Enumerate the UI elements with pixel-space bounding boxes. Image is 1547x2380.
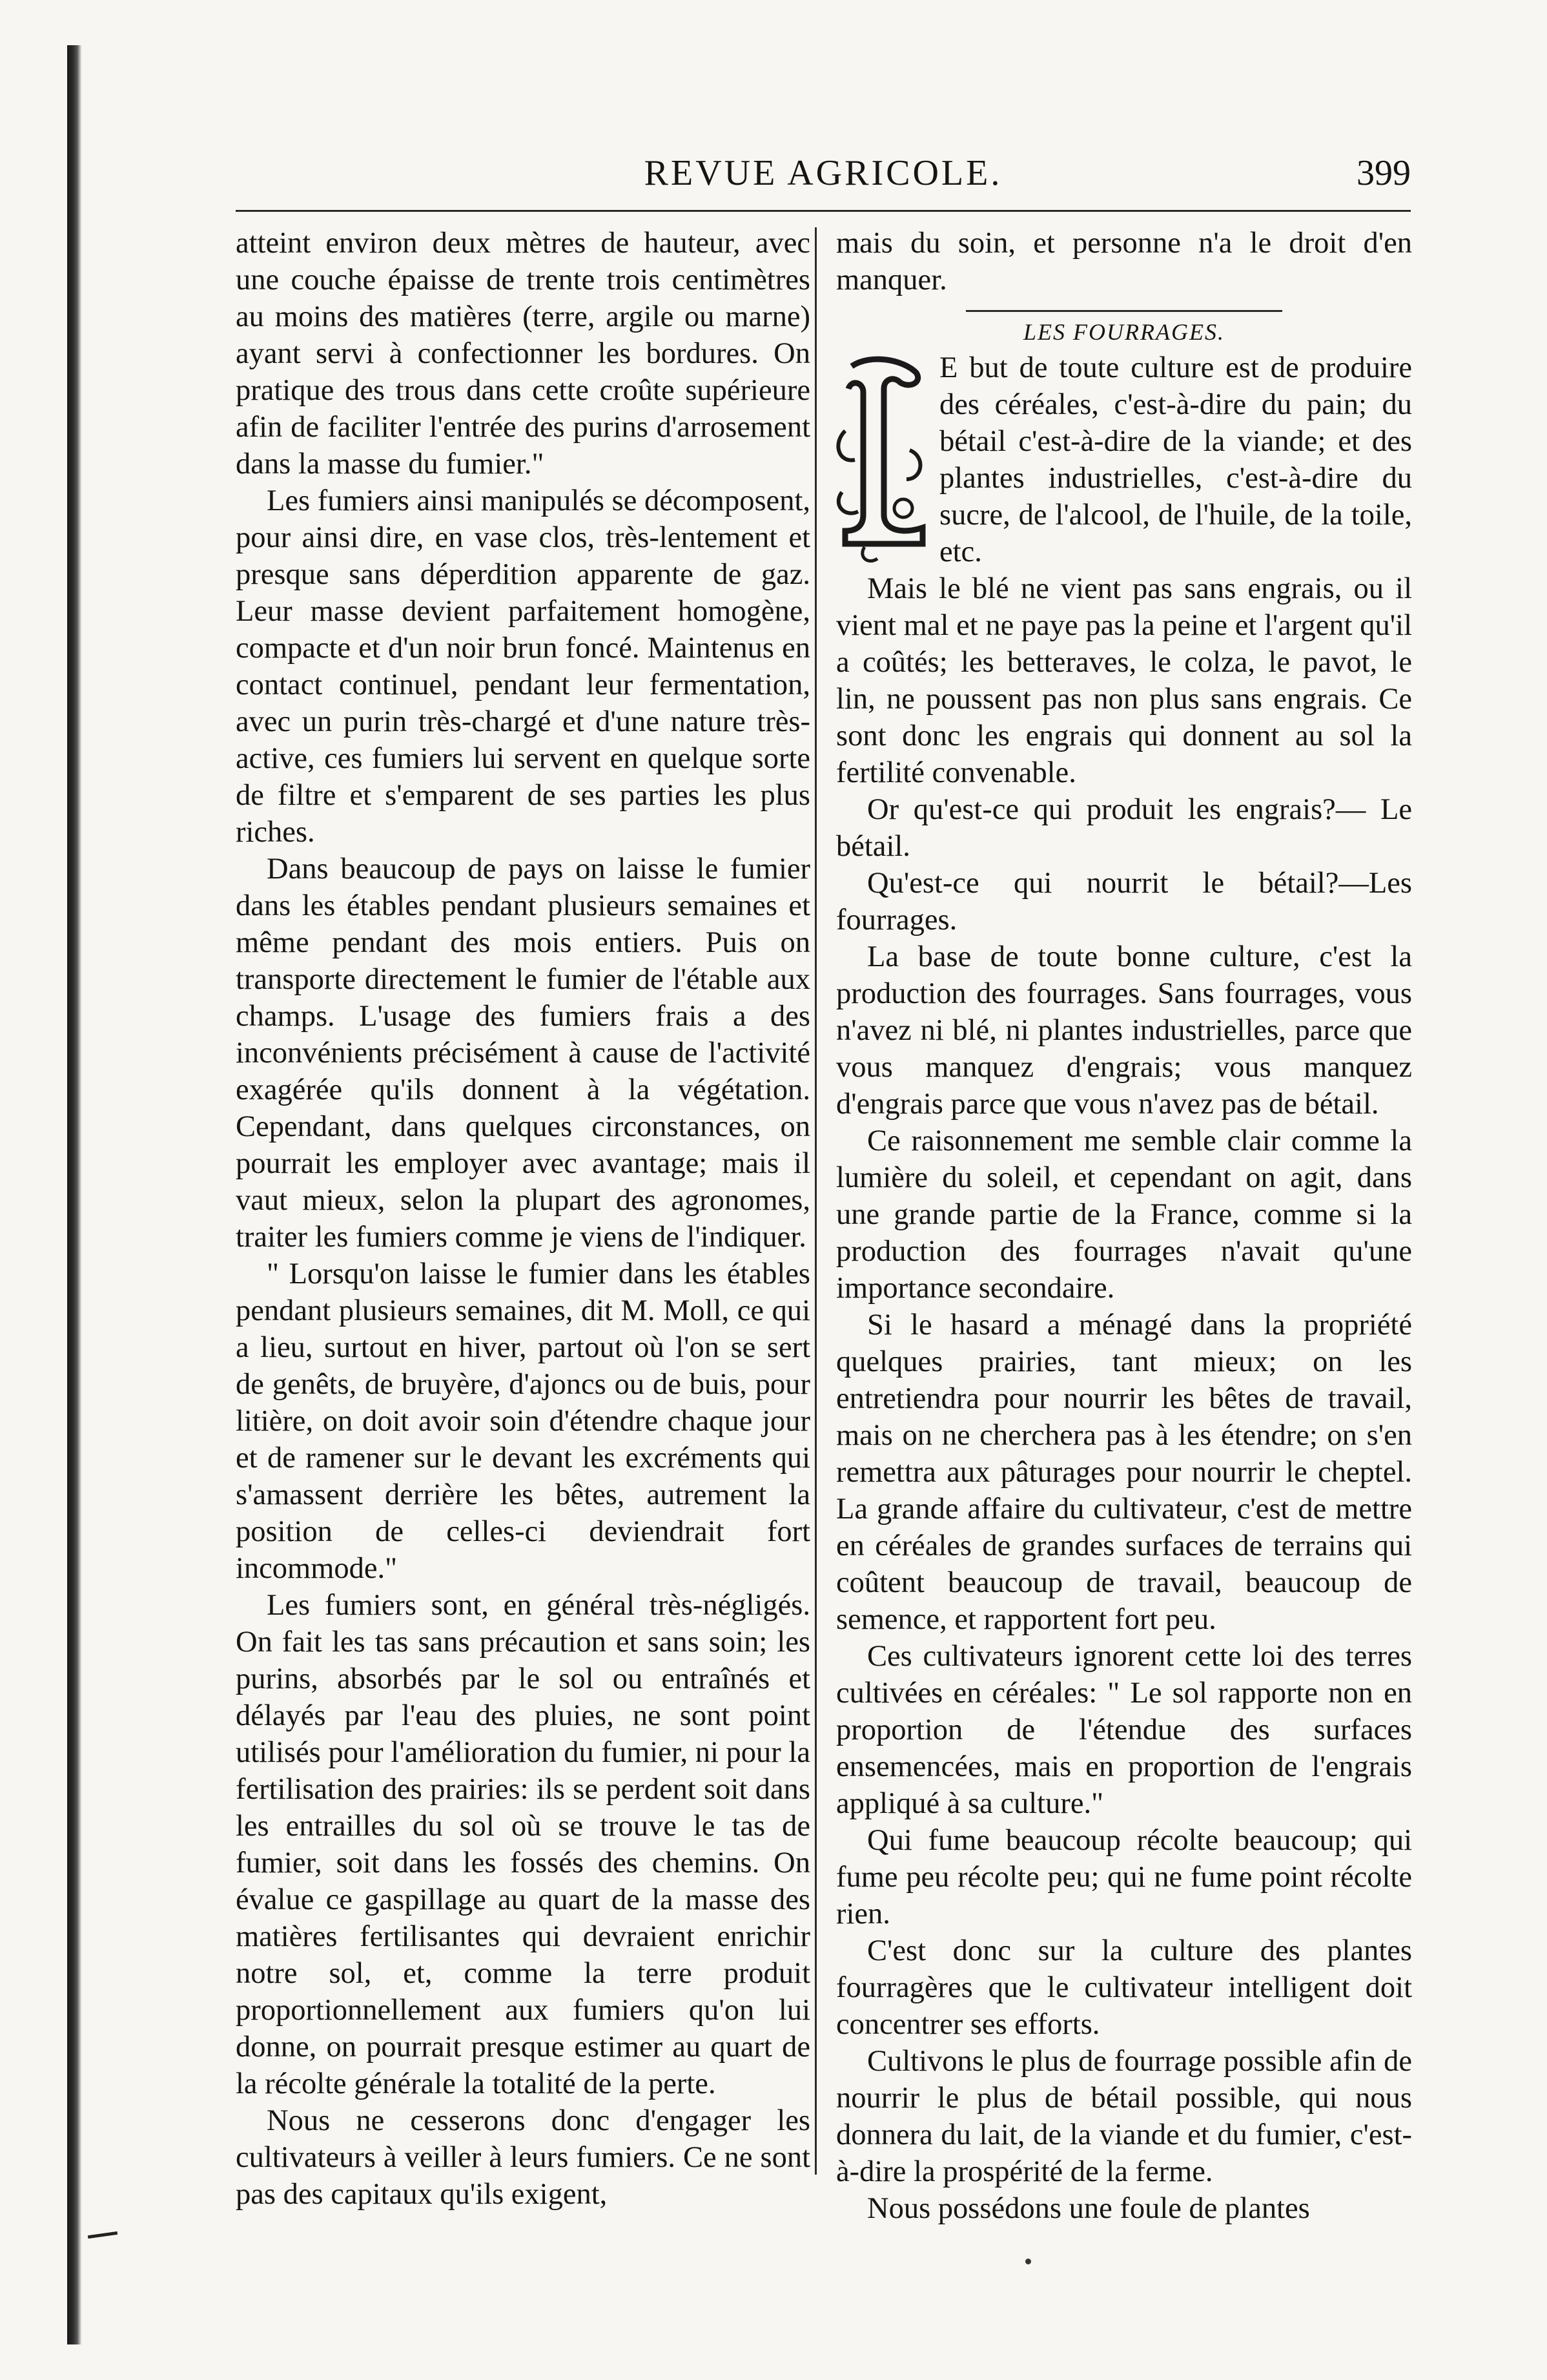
section-title: LES FOURRAGES. [1023,319,1225,345]
header-rule [236,210,1411,212]
paragraph: Cultivons le plus de fourrage possible afin de nourrir le plus de bétail possible, qui nous donnera du lait, de la viande et du fumier, c'est-à-dire la prospérité de la ferme. [836,2045,1412,2188]
dropcap-ornament-icon [832,353,929,566]
paragraph: Les fumiers ainsi manipulés se décomposent, pour ainsi dire, en vase clos, très-lentement et presque sans déperdition apparente de gaz. Leur masse devient parfaitement homogène, compacte et d'un noir brun foncé. Maintenus en contact continuel, pendant leur fermentation, avec un purin très-chargé et d'une nature très-active, ces fumiers lui servent en quelque sorte de filtre et s'emparent de ses parties les plus riches. [236,484,810,849]
paragraph: " Lorsqu'on laisse le fumier dans les étables pendant plusieurs semaines, dit M. Moll, ce qui a lieu, surtout en hiver, partout où l'on se sert de genêts, de bruyère, d'ajoncs ou de buis, pour litière, on doit avoir soin d'étendre chaque jour et de ramener sur le devant les excréments qui s'amassent derrière les bêtes, autrement la position de celles-ci deviendrait fort incommode." [236,1257,810,1585]
paragraph: mais du soin, et personne n'a le droit d'en manquer. [836,227,1412,296]
paragraph: Nous ne cesserons donc d'engager les cultivateurs à veiller à leurs fumiers. Ce ne sont pas des capitaux qu'ils exigent, [236,2104,810,2211]
paragraph: Or qu'est-ce qui produit les engrais?— Le bétail. [836,793,1412,863]
paragraph: Mais le blé ne vient pas sans engrais, ou il vient mal et ne paye pas la peine et l'argent qu'il a coûtés; les betteraves, le colza, le pavot, le lin, ne poussent pas non plus sans engrais. Ce sont donc les engrais qui donnent au sol la fertilité convenable. [836,572,1412,789]
paragraph: Dans beaucoup de pays on laisse le fumier dans les étables pendant plusieurs semaines et même pendant des mois entiers. Puis on transporte directement le fumier de l'étable aux champs. L'usage des fumiers frais a des inconvénients précisément à cause de l'activité exagérée qu'ils donnent à la végétation. Cependant, dans quelques circonstances, on pourrait les employer avec avantage; mais il vaut mieux, selon la plupart des agronomes, traiter les fumiers comme je viens de l'indiquer. [236,853,810,1254]
section-rule [966,310,1282,312]
paragraph: Ce raisonnement me semble clair comme la lumière du soleil, et cependant on agit, dans une grande partie de la France, comme si la production des fourrages n'avait qu'une importance secondaire. [836,1124,1412,1305]
right-column [836,225,1412,2227]
page-number: 399 [1357,153,1411,193]
dropcap-paragraph-text: E but de toute culture est de produire des céréales, c'est-à-dire du pain; du bétail c'est-à-dire de la viande; et des plantes industrielles, c'est-à-dire du sucre, de l'alcool, de l'huile, de la toile, etc. [939,351,1412,568]
print-dot [1025,2259,1031,2264]
running-title: REVUE AGRICOLE. [644,153,1003,193]
paragraph: C'est donc sur la culture des plantes fourragères que le cultivateur intelligent doit concentrer ses efforts. [836,1934,1412,2041]
paragraph: La base de toute bonne culture, c'est la production des fourrages. Sans fourrages, vous n'avez ni blé, ni plantes industrielles, parce que vous manquez d'engrais; vous manquez d'engrais parce que vous n'avez pas de bétail. [836,940,1412,1121]
ornamental-dropcap [832,353,929,566]
page-header [236,152,1411,198]
paragraph: Qu'est-ce qui nourrit le bétail?—Les fourrages. [836,867,1412,936]
paragraph: Nous possédons une foule de plantes [867,2192,1310,2225]
column-divider [815,227,817,2175]
paragraph: Qui fume beaucoup récolte beaucoup; qui fume peu récolte peu; qui ne fume point récolte rien. [836,1824,1412,1930]
left-column [236,225,810,2213]
paragraph: Les fumiers sont, en général très-négligés. On fait les tas sans précaution et sans soin; les purins, absorbés par le sol ou entraînés et délayés par l'eau des pluies, ne sont point utilisés pour l'amélioration du fumier, ni pour la fertilisation des prairies: ils se perdent soit dans les entrailles du sol où se trouve le tas de fumier, soit dans les fossés des chemins. On évalue ce gaspillage au quart de la masse des matières fertilisantes qui devraient enrichir notre sol, et, comme la terre produit proportionnellement aux fumiers qu'on lui donne, on pourrait presque estimer au quart de la récolte générale la totalité de la perte. [236,1589,810,2100]
paragraph: atteint environ deux mètres de hauteur, avec une couche épaisse de trente trois centimètres au moins des matières (terre, argile ou marne) ayant servi à confectionner les bordures. On pratique des trous dans cette croûte supérieure afin de faciliter l'entrée des purins d'arrosement dans la masse du fumier." [236,227,810,481]
paragraph-with-dropcap [836,349,1412,570]
paragraph: Si le hasard a ménagé dans la propriété quelques prairies, tant mieux; on les entretiendra pour nourrir les bêtes de travail, mais on ne cherchera pas à les étendre; on s'en remettra aux pâturages pour nourrir le cheptel. La grande affaire du cultivateur, c'est de mettre en céréales de grandes surfaces de terrains qui coûtent beaucoup de travail, beaucoup de semence, et rapportent fort peu. [836,1309,1412,1636]
paragraph: Ces cultivateurs ignorent cette loi des terres cultivées en céréales: " Le sol rapporte non en proportion de l'étendue des surfaces ensemencées, mais en proportion de l'engrais appliqué à sa culture." [836,1640,1412,1820]
book-binding-edge [67,45,81,2344]
binding-mark [88,2231,118,2239]
